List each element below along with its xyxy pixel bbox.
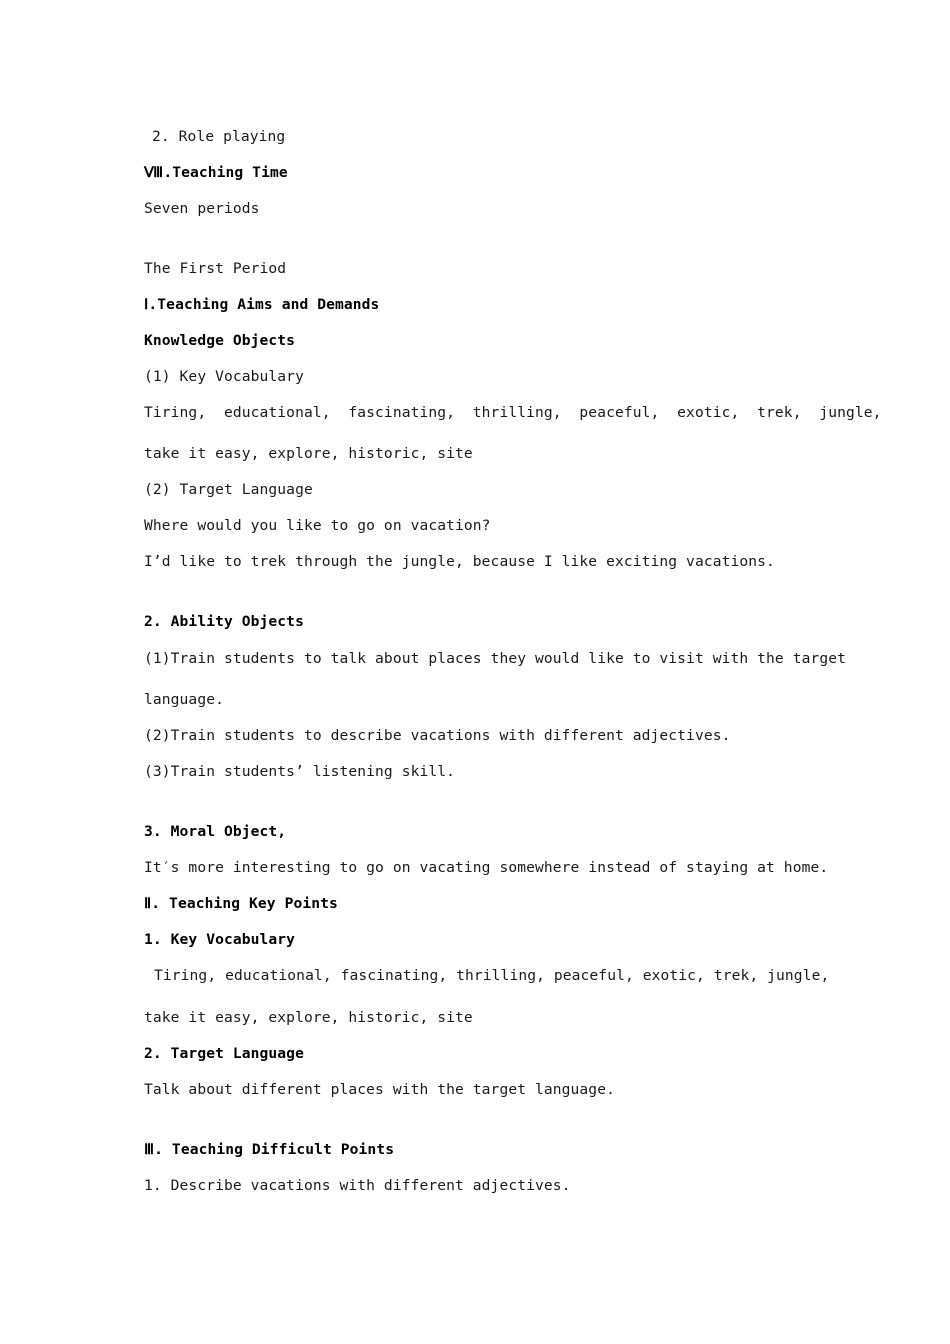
vocabulary-line-2: take it easy, explore, historic, site <box>144 445 473 462</box>
section-heading-teaching-time: Ⅷ.Teaching Time <box>144 164 288 181</box>
target-language-answer: I’d like to trek through the jungle, because I like exciting vacations. <box>144 553 775 570</box>
key-points-vocabulary-line-2: take it easy, explore, historic, site <box>144 1009 473 1026</box>
section-heading-difficult-points: Ⅲ. Teaching Difficult Points <box>144 1141 395 1158</box>
subheading-key-vocabulary: 1. Key Vocabulary <box>144 931 296 948</box>
vocabulary-line-1: Tiring, educational, fascinating, thrilling, peaceful, exotic, trek, jungle, <box>144 404 882 421</box>
ability-item-1-continued: language. <box>144 691 224 708</box>
subheading-target-language: 2. Target Language <box>144 1045 304 1062</box>
ability-item-3: (3)Train students’ listening skill. <box>144 763 456 780</box>
section-heading-key-points: Ⅱ. Teaching Key Points <box>144 895 338 912</box>
ability-item-1: (1)Train students to talk about places they would like to visit with the target <box>144 650 847 667</box>
subheading-knowledge-objects: Knowledge Objects <box>144 332 296 349</box>
subheading-ability-objects: 2. Ability Objects <box>144 613 304 630</box>
target-language-description: Talk about different places with the target language. <box>144 1081 615 1098</box>
difficult-point-1: 1. Describe vacations with different adjectives. <box>144 1177 571 1194</box>
role-playing-item: 2. Role playing <box>152 128 286 145</box>
section-heading-aims: Ⅰ.Teaching Aims and Demands <box>144 296 380 313</box>
teaching-time-value: Seven periods <box>144 200 260 217</box>
moral-object-text: It′s more interesting to go on vacating somewhere instead of staying at home. <box>144 859 829 876</box>
target-language-label: (2) Target Language <box>144 481 313 498</box>
target-language-question: Where would you like to go on vacation? <box>144 517 491 534</box>
subheading-moral-object: 3. Moral Object, <box>144 823 287 840</box>
key-vocabulary-label: (1) Key Vocabulary <box>144 368 304 385</box>
key-points-vocabulary-line-1: Tiring, educational, fascinating, thrilling, peaceful, exotic, trek, jungle, <box>154 967 830 984</box>
period-title: The First Period <box>144 260 287 277</box>
ability-item-2: (2)Train students to describe vacations with different adjectives. <box>144 727 731 744</box>
